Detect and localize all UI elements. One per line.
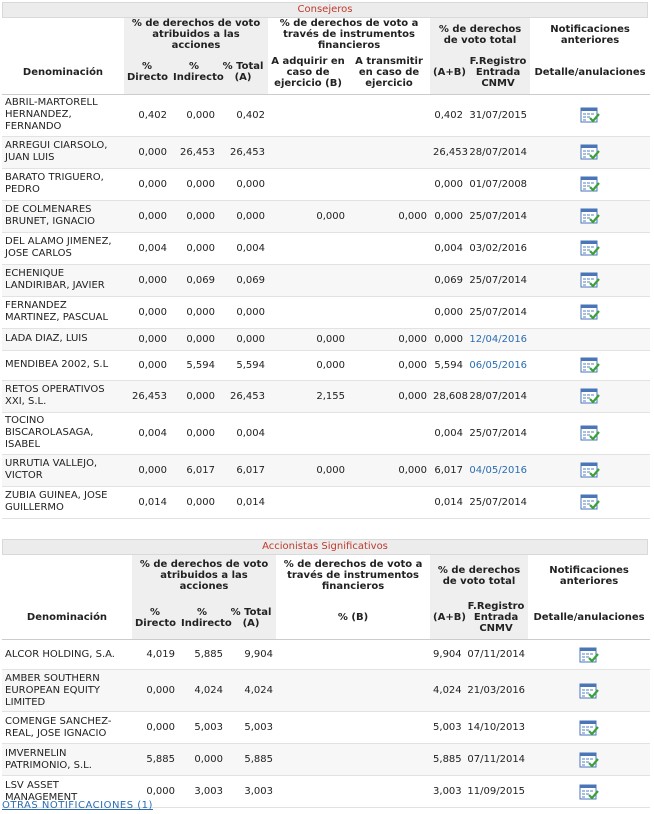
transmitir-cell	[348, 412, 430, 454]
directo-cell: 0,000	[132, 712, 178, 744]
col-group-notificaciones: Notificaciones anteriores	[528, 555, 650, 597]
detalle-cell	[530, 168, 650, 200]
denominacion-cell: ABRIL-MARTORELL HERNANDEZ, FERNANDO	[2, 94, 124, 136]
col-group-total: % de derechos de voto total	[430, 18, 530, 51]
denominacion-cell: DEL ALAMO JIMENEZ, JOSE CARLOS	[2, 232, 124, 264]
table-row	[2, 328, 650, 350]
directo-cell: 0,004	[124, 232, 170, 264]
table-row	[2, 168, 650, 200]
col-group-atribuidos: % de derechos de voto atribuidos a las acciones	[132, 555, 276, 597]
ab-cell: 0,069	[430, 264, 466, 296]
col-detalle: Detalle/anulaciones	[530, 51, 650, 94]
fecha-cell: 25/07/2014	[466, 264, 530, 296]
denominacion-cell: ZUBIA GUINEA, JOSE GUILLERMO	[2, 486, 124, 518]
ab-cell: 0,000	[430, 168, 466, 200]
b-cell	[276, 670, 430, 712]
table-row	[2, 94, 650, 136]
table-row	[2, 232, 650, 264]
denominacion-cell: RETOS OPERATIVOS XXI, S.L.	[2, 380, 124, 412]
ab-cell: 5,003	[430, 712, 464, 744]
total-cell: 0,004	[218, 232, 268, 264]
calendar-check-icon[interactable]	[579, 783, 599, 801]
directo-cell: 0,000	[124, 454, 170, 486]
adquirir-cell	[268, 94, 348, 136]
fecha-cell	[466, 328, 530, 350]
adquirir-cell	[268, 296, 348, 328]
adquirir-cell	[268, 168, 348, 200]
denominacion-cell: LSV ASSET MANAGEMENT	[2, 776, 132, 808]
fecha-cell: 25/07/2014	[466, 486, 530, 518]
col-group-instrumentos: % de derechos de voto a través de instrumentos financieros	[268, 18, 430, 51]
ab-cell: 9,904	[430, 640, 464, 670]
total-cell: 0,004	[218, 412, 268, 454]
ab-cell: 0,000	[430, 328, 466, 350]
consejeros-section-title: Consejeros	[2, 2, 648, 18]
directo-cell: 0,000	[124, 350, 170, 380]
detalle-cell	[530, 454, 650, 486]
indirecto-cell: 0,000	[170, 296, 218, 328]
indirecto-cell: 0,000	[178, 744, 226, 776]
total-cell: 0,069	[218, 264, 268, 296]
adquirir-cell: 2,155	[268, 380, 348, 412]
table-row	[2, 264, 650, 296]
directo-cell: 5,885	[132, 744, 178, 776]
directo-cell: 4,019	[132, 640, 178, 670]
ab-cell: 6,017	[430, 454, 466, 486]
col-ab: (A+B)	[430, 597, 464, 640]
detalle-cell	[530, 264, 650, 296]
col-indirecto: % Indirecto	[178, 597, 226, 640]
adquirir-cell: 0,000	[268, 200, 348, 232]
denominacion-cell: ALCOR HOLDING, S.A.	[2, 640, 132, 670]
transmitir-cell	[348, 296, 430, 328]
calendar-check-icon[interactable]	[579, 646, 599, 664]
directo-cell: 0,000	[124, 264, 170, 296]
table-row	[2, 296, 650, 328]
table-row	[2, 350, 650, 380]
detalle-cell	[530, 136, 650, 168]
table-row	[2, 670, 650, 712]
table-row	[2, 200, 650, 232]
total-cell: 4,024	[226, 670, 276, 712]
denominacion-cell: ECHENIQUE LANDIRIBAR, JAVIER	[2, 264, 124, 296]
calendar-check-icon[interactable]	[579, 682, 599, 700]
col-group-empty	[2, 18, 124, 51]
adquirir-cell	[268, 412, 348, 454]
ab-cell: 0,000	[430, 296, 466, 328]
b-cell	[276, 776, 430, 808]
col-directo: % Directo	[132, 597, 178, 640]
fecha-cell: 11/09/2015	[464, 776, 528, 808]
total-cell: 9,904	[226, 640, 276, 670]
calendar-check-icon[interactable]	[580, 461, 600, 479]
ab-cell: 0,004	[430, 232, 466, 264]
detalle-cell	[528, 640, 650, 670]
fecha-cell: 25/07/2014	[466, 296, 530, 328]
total-cell: 0,000	[218, 328, 268, 350]
directo-cell: 0,000	[124, 296, 170, 328]
calendar-check-icon[interactable]	[580, 239, 600, 257]
fecha-cell: 25/07/2014	[466, 412, 530, 454]
directo-cell: 0,004	[124, 412, 170, 454]
indirecto-cell: 0,069	[170, 264, 218, 296]
detalle-cell	[528, 712, 650, 744]
b-cell	[276, 640, 430, 670]
total-cell: 5,594	[218, 350, 268, 380]
fecha-cell: 03/02/2016	[466, 232, 530, 264]
adquirir-cell	[268, 232, 348, 264]
transmitir-cell: 0,000	[348, 454, 430, 486]
transmitir-cell	[348, 136, 430, 168]
total-cell: 3,003	[226, 776, 276, 808]
denominacion-cell: DE COLMENARES BRUNET, IGNACIO	[2, 200, 124, 232]
table-row	[2, 712, 650, 744]
ab-cell: 26,453	[430, 136, 466, 168]
directo-cell: 0,000	[132, 776, 178, 808]
indirecto-cell: 0,000	[170, 380, 218, 412]
detalle-cell	[528, 776, 650, 808]
detalle-cell	[530, 200, 650, 232]
adquirir-cell	[268, 136, 348, 168]
fecha-link[interactable]: 04/05/2016	[469, 464, 528, 476]
calendar-check-icon[interactable]	[579, 751, 599, 769]
ab-cell: 5,885	[430, 744, 464, 776]
calendar-check-icon[interactable]	[580, 207, 600, 225]
indirecto-cell: 0,000	[170, 412, 218, 454]
transmitir-cell: 0,000	[348, 380, 430, 412]
col-ab: (A+B)	[430, 51, 466, 94]
adquirir-cell: 0,000	[268, 328, 348, 350]
ab-cell: 0,004	[430, 412, 466, 454]
transmitir-cell	[348, 94, 430, 136]
detalle-cell	[530, 232, 650, 264]
calendar-check-icon[interactable]	[580, 356, 600, 374]
consejeros-table	[2, 18, 650, 519]
fecha-cell: 07/11/2014	[464, 744, 528, 776]
total-cell: 0,014	[218, 486, 268, 518]
fecha-link[interactable]: 12/04/2016	[469, 333, 528, 345]
indirecto-cell: 6,017	[170, 454, 218, 486]
denominacion-cell: IMVERNELIN PATRIMONIO, S.L.	[2, 744, 132, 776]
fecha-cell: 28/07/2014	[466, 380, 530, 412]
otras-notificaciones-link[interactable]: OTRAS NOTIFICACIONES (1)	[2, 800, 153, 811]
total-cell: 26,453	[218, 136, 268, 168]
fecha-cell: 14/10/2013	[464, 712, 528, 744]
adquirir-cell	[268, 264, 348, 296]
denominacion-cell: COMENGE SANCHEZ-REAL, JOSE IGNACIO	[2, 712, 132, 744]
total-cell: 0,402	[218, 94, 268, 136]
directo-cell: 0,402	[124, 94, 170, 136]
ab-cell: 5,594	[430, 350, 466, 380]
indirecto-cell: 5,594	[170, 350, 218, 380]
calendar-check-icon[interactable]	[580, 424, 600, 442]
indirecto-cell: 0,000	[170, 328, 218, 350]
ab-cell: 4,024	[430, 670, 464, 712]
detalle-cell	[530, 296, 650, 328]
indirecto-cell: 26,453	[170, 136, 218, 168]
fecha-cell	[466, 350, 530, 380]
col-indirecto: % Indirecto	[170, 51, 218, 94]
indirecto-cell: 0,000	[170, 94, 218, 136]
transmitir-cell	[348, 264, 430, 296]
calendar-check-icon[interactable]	[580, 143, 600, 161]
detalle-cell	[528, 670, 650, 712]
indirecto-cell: 0,000	[170, 200, 218, 232]
transmitir-cell: 0,000	[348, 350, 430, 380]
col-detalle: Detalle/anulaciones	[528, 597, 650, 640]
denominacion-cell: BARATO TRIGUERO, PEDRO	[2, 168, 124, 200]
fecha-link[interactable]: 06/05/2016	[469, 359, 528, 371]
detalle-cell	[530, 380, 650, 412]
fecha-cell: 07/11/2014	[464, 640, 528, 670]
indirecto-cell: 0,000	[170, 168, 218, 200]
denominacion-cell: AMBER SOUTHERN EUROPEAN EQUITY LIMITED	[2, 670, 132, 712]
b-cell	[276, 744, 430, 776]
calendar-check-icon[interactable]	[579, 719, 599, 737]
table-row	[2, 412, 650, 454]
indirecto-cell: 3,003	[178, 776, 226, 808]
table-row	[2, 486, 650, 518]
directo-cell: 26,453	[124, 380, 170, 412]
table-row	[2, 640, 650, 670]
denominacion-cell: TOCINO BISCAROLASAGA, ISABEL	[2, 412, 124, 454]
col-fecha: F.Registro Entrada CNMV	[464, 597, 528, 640]
denominacion-cell: ARREGUI CIARSOLO, JUAN LUIS	[2, 136, 124, 168]
calendar-check-icon[interactable]	[580, 106, 600, 124]
adquirir-cell	[268, 486, 348, 518]
col-directo: % Directo	[124, 51, 170, 94]
directo-cell: 0,000	[124, 328, 170, 350]
col-adquirir: A adquirir en caso de ejercicio (B)	[268, 51, 348, 94]
transmitir-cell	[348, 232, 430, 264]
total-cell: 6,017	[218, 454, 268, 486]
directo-cell: 0,000	[132, 670, 178, 712]
detalle-cell	[530, 328, 650, 350]
fecha-cell: 21/03/2016	[464, 670, 528, 712]
accionistas-table	[2, 555, 650, 809]
detalle-cell	[530, 350, 650, 380]
col-group-atribuidos: % de derechos de voto atribuidos a las acciones	[124, 18, 268, 51]
b-cell	[276, 712, 430, 744]
detalle-cell	[530, 94, 650, 136]
indirecto-cell: 0,000	[170, 232, 218, 264]
table-row	[2, 380, 650, 412]
transmitir-cell	[348, 168, 430, 200]
fecha-cell: 31/07/2015	[466, 94, 530, 136]
ab-cell: 0,402	[430, 94, 466, 136]
adquirir-cell: 0,000	[268, 454, 348, 486]
detalle-cell	[530, 486, 650, 518]
directo-cell: 0,000	[124, 168, 170, 200]
col-denominacion: Denominación	[2, 51, 124, 94]
table-row	[2, 136, 650, 168]
denominacion-cell: URRUTIA VALLEJO, VICTOR	[2, 454, 124, 486]
indirecto-cell: 4,024	[178, 670, 226, 712]
col-b: % (B)	[276, 597, 430, 640]
denominacion-cell: LADA DIAZ, LUIS	[2, 328, 124, 350]
calendar-check-icon[interactable]	[580, 271, 600, 289]
directo-cell: 0,000	[124, 200, 170, 232]
total-cell: 5,885	[226, 744, 276, 776]
total-cell: 26,453	[218, 380, 268, 412]
transmitir-cell: 0,000	[348, 328, 430, 350]
fecha-cell: 25/07/2014	[466, 200, 530, 232]
total-cell: 5,003	[226, 712, 276, 744]
col-total-a: % Total (A)	[218, 51, 268, 94]
denominacion-cell: FERNANDEZ MARTINEZ, PASCUAL	[2, 296, 124, 328]
directo-cell: 0,014	[124, 486, 170, 518]
total-cell: 0,000	[218, 200, 268, 232]
col-transmitir: A transmitir en caso de ejercicio	[348, 51, 430, 94]
accionistas-section-title: Accionistas Significativos	[2, 539, 648, 555]
ab-cell: 28,608	[430, 380, 466, 412]
col-total-a: % Total (A)	[226, 597, 276, 640]
directo-cell: 0,000	[124, 136, 170, 168]
fecha-cell	[466, 454, 530, 486]
ab-cell: 3,003	[430, 776, 464, 808]
fecha-cell: 28/07/2014	[466, 136, 530, 168]
denominacion-cell: MENDIBEA 2002, S.L	[2, 350, 124, 380]
calendar-check-icon[interactable]	[580, 493, 600, 511]
table-row	[2, 744, 650, 776]
col-group-instrumentos: % de derechos de voto a través de instrumentos financieros	[276, 555, 430, 597]
col-group-notificaciones: Notificaciones anteriores	[530, 18, 650, 51]
indirecto-cell: 5,003	[178, 712, 226, 744]
ab-cell: 0,000	[430, 200, 466, 232]
calendar-check-icon[interactable]	[580, 175, 600, 193]
transmitir-cell	[348, 486, 430, 518]
adquirir-cell: 0,000	[268, 350, 348, 380]
total-cell: 0,000	[218, 168, 268, 200]
col-group-total: % de derechos de voto total	[430, 555, 528, 597]
indirecto-cell: 0,000	[170, 486, 218, 518]
table-row	[2, 454, 650, 486]
indirecto-cell: 5,885	[178, 640, 226, 670]
col-denominacion: Denominación	[2, 597, 132, 640]
ab-cell: 0,014	[430, 486, 466, 518]
calendar-check-icon[interactable]	[580, 303, 600, 321]
detalle-cell	[530, 412, 650, 454]
fecha-cell: 01/07/2008	[466, 168, 530, 200]
transmitir-cell: 0,000	[348, 200, 430, 232]
detalle-cell	[528, 744, 650, 776]
calendar-check-icon[interactable]	[580, 387, 600, 405]
total-cell: 0,000	[218, 296, 268, 328]
col-group-empty	[2, 555, 132, 597]
col-fecha: F.Registro Entrada CNMV	[466, 51, 530, 94]
